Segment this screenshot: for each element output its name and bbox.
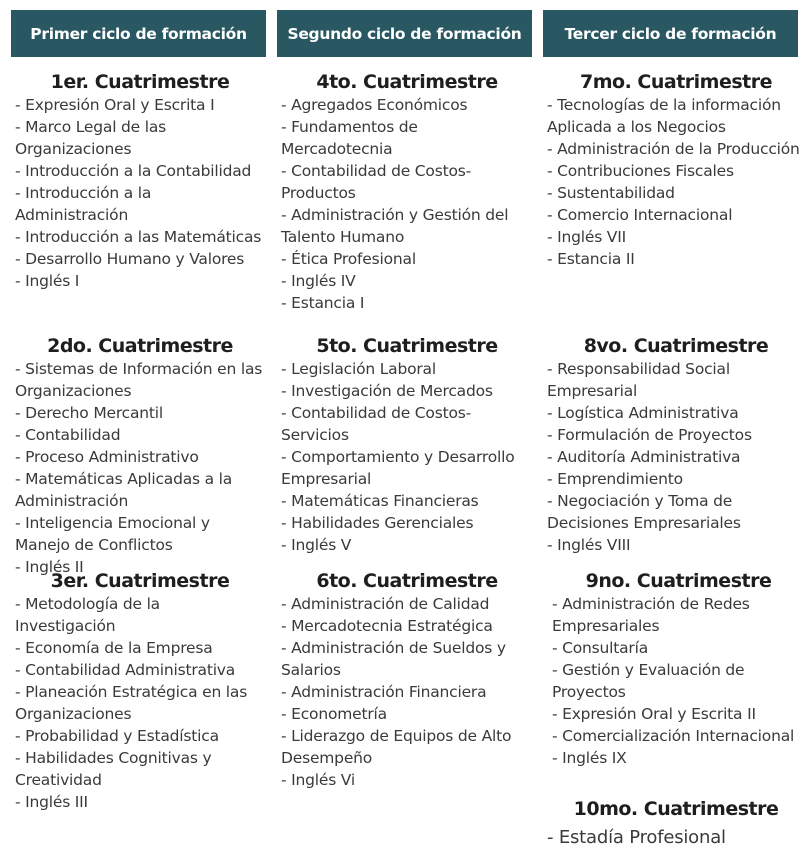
list-item: - Tecnologías de la información Aplicada a los Negocios	[547, 96, 781, 136]
list-item: - Administración y Gestión del Talento Humano	[281, 206, 509, 246]
list-item: - Legislación Laboral	[281, 360, 436, 378]
list-item: - Sustentabilidad	[547, 184, 675, 202]
list-item: - Logística Administrativa	[547, 404, 739, 422]
header-cycle-3: Tercer ciclo de formación	[543, 10, 798, 57]
list-item: - Inglés VIII	[547, 536, 631, 554]
semester-4	[281, 70, 533, 314]
list-item: - Gestión y Evaluación de Proyectos	[552, 661, 745, 701]
list-item: - Econometría	[281, 705, 387, 723]
semester-title: 4to. Cuatrimestre	[316, 71, 498, 93]
list-item: - Expresión Oral y Escrita II	[552, 705, 756, 723]
list-item: - Inglés I	[15, 272, 80, 290]
list-item: - Administración de la Producción	[547, 140, 800, 158]
list-item: - Metodología de la Investigación	[15, 595, 160, 635]
list-item: - Auditoría Administrativa	[547, 448, 741, 466]
semester-1	[15, 70, 265, 292]
list-item: - Investigación de Mercados	[281, 382, 493, 400]
semester-title: 3er. Cuatrimestre	[50, 570, 230, 592]
semester-2	[15, 334, 265, 578]
list-item: - Habilidades Cognitivas y Creatividad	[15, 749, 212, 789]
column-cycle-2	[281, 70, 533, 789]
subject-list	[281, 94, 533, 314]
column-cycle-1	[15, 70, 265, 811]
list-item: - Administración de Calidad	[281, 595, 490, 613]
list-item: - Desarrollo Humano y Valores	[15, 250, 245, 268]
list-item: - Ética Profesional	[281, 250, 416, 268]
list-item: - Comercialización Internacional	[552, 727, 795, 745]
list-item: - Agregados Económicos	[281, 96, 468, 114]
list-item: - Fundamentos de Mercadotecnia	[281, 118, 418, 158]
semester-3	[15, 569, 265, 813]
list-item: - Marco Legal de las Organizaciones	[15, 118, 167, 158]
header-cycle-1: Primer ciclo de formación	[11, 10, 266, 57]
list-item: - Estadía Profesional	[547, 827, 726, 848]
subject-list	[15, 593, 265, 813]
list-item: - Contabilidad de Costos-Productos	[281, 162, 471, 202]
semester-title: 2do. Cuatrimestre	[47, 335, 233, 357]
list-item: - Inglés VII	[547, 228, 626, 246]
list-item: - Inglés Vi	[281, 771, 355, 789]
list-item: - Economía de la Empresa	[15, 639, 213, 657]
semester-title: 9no. Cuatrimestre	[585, 570, 772, 592]
list-item: - Expresión Oral y Escrita I	[15, 96, 215, 114]
semester-6	[281, 569, 533, 791]
semester-8	[547, 334, 805, 556]
list-item: - Estancia II	[547, 250, 635, 268]
subject-list	[281, 593, 533, 791]
semester-title: 1er. Cuatrimestre	[50, 71, 230, 93]
list-item: - Contribuciones Fiscales	[547, 162, 734, 180]
semester-title: 7mo. Cuatrimestre	[580, 71, 772, 93]
list-item: - Negociación y Toma de Decisiones Empresariales	[547, 492, 741, 532]
list-item: - Matemáticas Financieras	[281, 492, 479, 510]
semester-title: 5to. Cuatrimestre	[316, 335, 498, 357]
subject-list	[547, 94, 805, 270]
list-item: - Habilidades Gerenciales	[281, 514, 474, 532]
list-item: - Inglés III	[15, 793, 88, 811]
list-item: - Inglés IV	[281, 272, 356, 290]
list-item: - Introducción a la Contabilidad	[15, 162, 252, 180]
semester-5	[281, 334, 533, 556]
list-item: - Comportamiento y Desarrollo Empresarial	[281, 448, 515, 488]
semester-7	[547, 70, 805, 270]
list-item: - Introducción a la Administración	[15, 184, 152, 224]
subject-list	[552, 593, 805, 769]
list-item: - Consultaría	[552, 639, 649, 657]
subject-list	[15, 94, 265, 292]
list-item: - Inteligencia Emocional y Manejo de Conflictos	[15, 514, 210, 554]
subject-list	[15, 358, 265, 578]
list-item: - Proceso Administrativo	[15, 448, 199, 466]
list-item: - Contabilidad Administrativa	[15, 661, 236, 679]
list-item: - Sistemas de Información en las Organizaciones	[15, 360, 263, 400]
subject-list	[281, 358, 533, 556]
list-item: - Derecho Mercantil	[15, 404, 163, 422]
list-item: - Administración Financiera	[281, 683, 487, 701]
subject-list	[547, 827, 805, 849]
semester-title: 8vo. Cuatrimestre	[583, 335, 769, 357]
list-item: - Comercio Internacional	[547, 206, 733, 224]
semester-title: 10mo. Cuatrimestre	[573, 798, 779, 820]
semester-title: 6to. Cuatrimestre	[316, 570, 498, 592]
list-item: - Liderazgo de Equipos de Alto Desempeño	[281, 727, 512, 767]
list-item: - Mercadotecnia Estratégica	[281, 617, 493, 635]
list-item: - Contabilidad	[15, 426, 121, 444]
list-item: - Planeación Estratégica en las Organizaciones	[15, 683, 248, 723]
list-item: - Estancia I	[281, 294, 365, 312]
list-item: - Matemáticas Aplicadas a la Administración	[15, 470, 233, 510]
list-item: - Administración de Redes Empresariales	[552, 595, 750, 635]
list-item: - Probabilidad y Estadística	[15, 727, 219, 745]
list-item: - Emprendimiento	[547, 470, 683, 488]
subject-list	[547, 358, 805, 556]
semester-9	[552, 569, 805, 769]
list-item: - Inglés IX	[552, 749, 627, 767]
list-item: - Formulación de Proyectos	[547, 426, 752, 444]
list-item: - Inglés V	[281, 536, 352, 554]
list-item: - Administración de Sueldos y Salarios	[281, 639, 506, 679]
header-cycle-2: Segundo ciclo de formación	[277, 10, 532, 57]
list-item: - Introducción a las Matemáticas	[15, 228, 262, 246]
list-item: - Inglés II	[15, 558, 84, 576]
list-item: - Contabilidad de Costos-Servicios	[281, 404, 471, 444]
list-item: - Responsabilidad Social Empresarial	[547, 360, 730, 400]
semester-10	[547, 797, 805, 849]
column-cycle-3	[547, 70, 805, 848]
